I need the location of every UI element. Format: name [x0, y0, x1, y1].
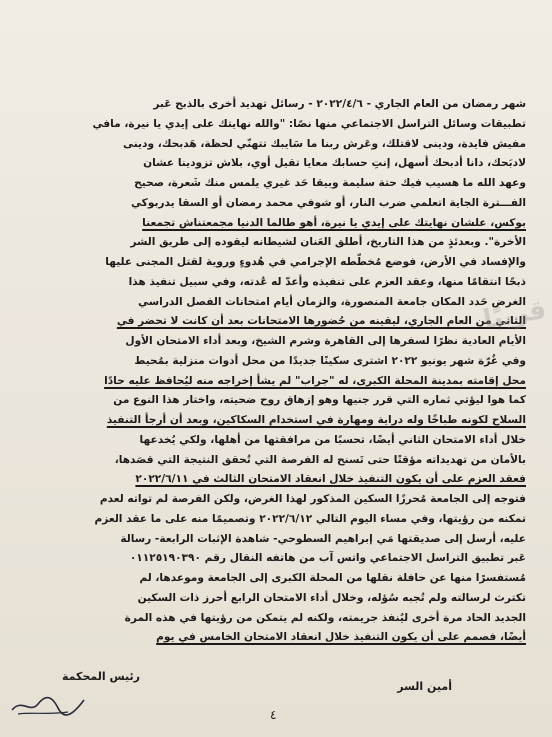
text-line: الفـــترة الجاية اتعلمي ضرب النار، أو شوفي محمد رمضان أو السقا يدربوكي	[130, 196, 526, 209]
text-line: خلال أداء الامتحان الثاني أيضًا، تحسبًا من مرافقتها من أهلها، ولكي يُخدعها	[139, 433, 526, 446]
document-body	[50, 95, 526, 648]
text-line: الأخرة". وبعدئذٍ من هذا التاريخ، أطلق العَنان لشيطانه ليقوده إلى طريق الشر	[130, 236, 526, 249]
text-line: مفيش فايدة، ودينى لاقتلك، وعَرش ربنا ما سَايبك تتهنّي لحظة، هَدبحك، ودينى	[123, 137, 526, 150]
text-line: تمكنه من رؤيتها، وفي مساء اليوم التالي ٢٠٢٢/٦/١٢ وتصميمًا منه على ما عقد العزم	[94, 512, 526, 525]
text-line: شهر رمضان من العام الجاري - ٢٠٢٢/٤/٦ - رسائل تهديد أخرى بالذبح عَبر	[153, 98, 526, 110]
text-line: الثاني من العام الجاري، ليقينه من حُضورها الامتحانات بعد أن كانت لا تحضر في	[116, 315, 526, 328]
text-line: وعهد الله ما هسيب فيك حتة سليمة وبيقا حَد غيري يلمس منك شَعرة، صحيح	[134, 177, 526, 189]
judge-title: رئيس المحكمة	[62, 670, 140, 683]
text-line: فتوجه إلى الجامعة مُحرزًا السكين المذكور لهذا الغرض، ولكن الفرصة لم تواته لعدم	[99, 493, 526, 505]
text-line: ذبحًا انتقامًا منها، وعقد العزم على تنفيذه وأعدّ له عُدته، وفي سبيل تنفيذ هذا	[128, 275, 526, 288]
text-line: بوكس، علشان نهايتك على إيدي يا نيرة، أهو طالما الدنيا مجمعتناش تجمعنا	[142, 216, 526, 229]
text-line: محل إقامته بمدينة المحلة الكبرى، له "جراب" لم يشأ إخراجه منه ليُحافظ عليه حادًا	[104, 374, 526, 387]
text-line: أيضًا، فصمم على أن يكون التنفيذ خلال انعقاد الامتحان الخامس في يوم	[156, 631, 526, 644]
text-line: وفي غُرّة شهر يونيو ٢٠٢٢ اشترى سكينًا جديدًا من محل أدوات منزلية بمُحيط	[134, 354, 526, 367]
text-line: تطبيقات وسائل التراسل الاجتماعي منها نصًا: "والله نهايتك على إيدي يا نيرة، مافي	[92, 117, 526, 130]
text-line: بالأمان من تهديداته مؤقتًا حتى تَسنح له الفرصة التي تُحقق النتيجة التي قصَدها،	[114, 453, 526, 466]
text-line: مُستفسرًا منها عن حافلة نقلها من المحلة الكبرى إلى الجامعة وموعدها، لم	[139, 572, 526, 584]
text-line: عليه، أرسل إلى صديقتها مَي إبراهيم السطوحي- شاهدة الإثبات الرابعة- رسالة	[120, 532, 526, 545]
text-line: لادبَحك، دانا أدبحك أسهل، إنتِ حسابك معايا تقيل أوي، بلاش تزودينا عشان	[143, 157, 526, 170]
watermark: قريبًا	[480, 294, 549, 336]
text-line: والإفساد في الأرض، فوضع مُخطّطه الإجرامي في هُدوءٍ وروية لقتل المجنى عليها	[105, 256, 526, 268]
text-line: الجديد الحاد مرة أخرى ليُنفذ جريمته، ولكنه لم يتمكن من رؤيتها في هذه المرة	[124, 611, 526, 624]
text-line: كما هوا ليؤتي ثماره التي قرر جنيها وهو إزهاق روح ضحيته، واختار هذا النوع من	[113, 394, 526, 407]
text-line: الأيام العادية نظرًا لسفرها إلى القاهرة وشرم الشيخ، وبعد أداء الامتحان الأول	[125, 335, 526, 347]
text-line: السلاح لكونه طباخًا وله دراية ومهارة في استخدام السكاكين، وبعد أن أرجأ التنفيذ	[106, 414, 526, 426]
text-line: فعقد العزم على أن يكون التنفيذ خلال انعقاد الامتحان الثالث في ٢٠٢٢/٦/١١	[135, 473, 526, 486]
secretary-title: أمين السر	[397, 680, 452, 693]
text-line: الغرض حَدد المكان جامعة المنصورة، والزمان أيام امتحانات الفصل الدراسي	[138, 295, 526, 308]
signature-icon	[8, 688, 88, 720]
page-number: ٤	[270, 708, 277, 722]
text-line: عَبر تطبيق التراسل الاجتماعي واتس آب من هاتفه النقال رقم ٠١١٢٥١٩٠٣٩٠	[129, 552, 526, 565]
text-line: تكترث لرسالته ولم تُجبه سُؤله، وخلال أداء الامتحان الرابع أحرز ذات السكين	[137, 591, 526, 604]
